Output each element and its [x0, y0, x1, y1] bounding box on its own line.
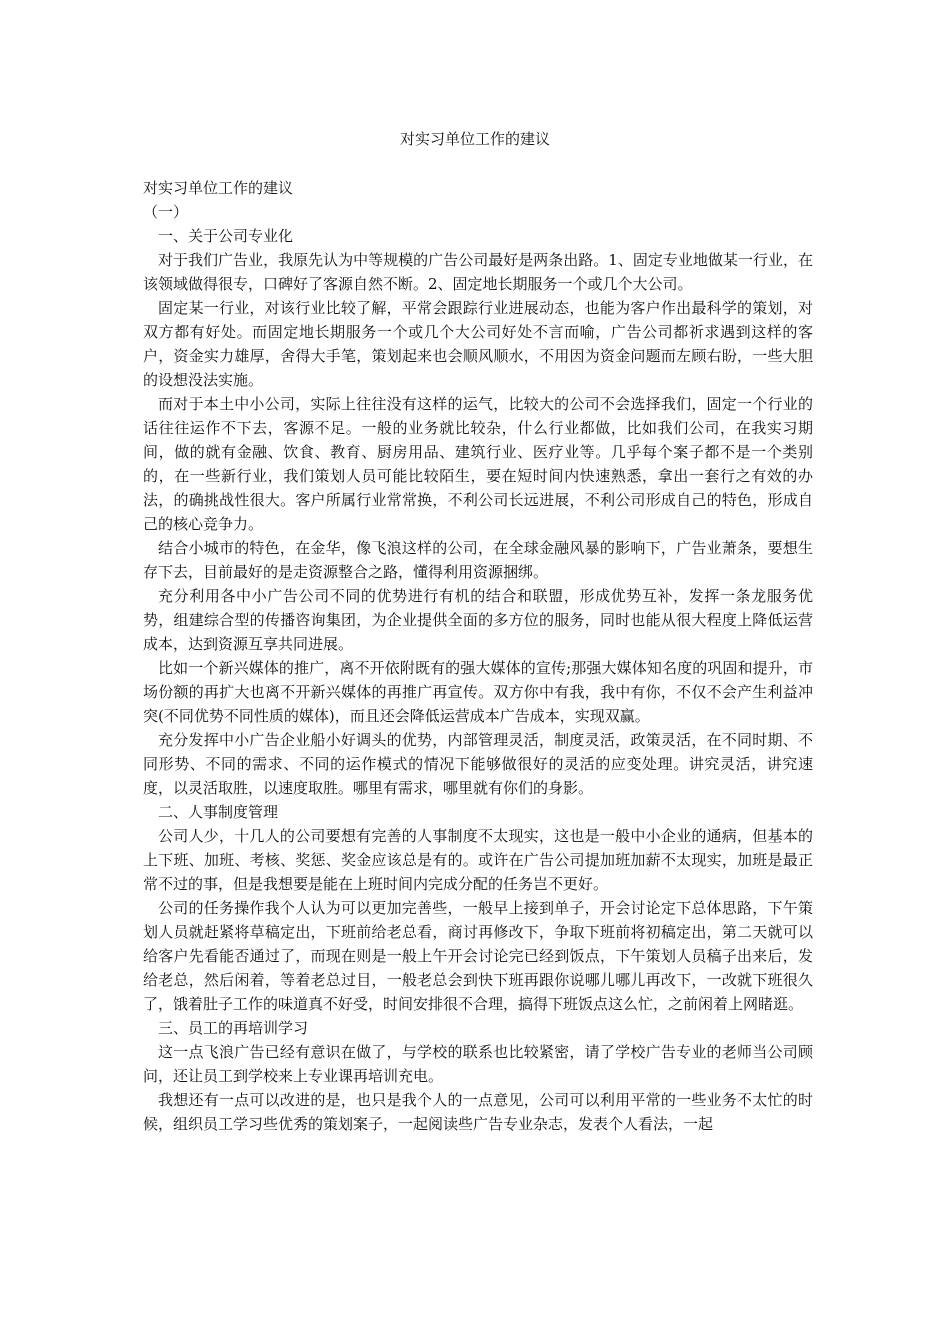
paragraph: 充分利用各中小广告公司不同的优势进行有机的结合和联盟，形成优势互补，发挥一条龙服务优势，组建综合型的传播咨询集团，为企业提供全面的多方位的服务，同时也能从很大程度上降低运营成本，达到资源互享共同进展。 — [143, 587, 813, 653]
section-subtitle: 对实习单位工作的建议 — [143, 179, 294, 197]
document-body — [143, 176, 813, 1136]
section-heading: 三、员工的再培训学习 — [158, 1019, 309, 1037]
paragraph: 结合小城市的特色，在金华，像飞浪这样的公司，在全球金融风暴的影响下，广告业萧条，要想生存下去，目前最好的是走资源整合之路，懂得利用资源捆绑。 — [143, 539, 813, 581]
section-heading: 一、关于公司专业化 — [158, 227, 294, 245]
paragraph: 公司的任务操作我个人认为可以更加完善些，一般早上接到单子，开会讨论定下总体思路，下午策划人员就赶紧将草稿定出，下班前给老总看，商讨再修改下，争取下班前将初稿定出，第二天就可以给客户先看能否通过了，而现在则是一般上午开会讨论完已经到饭点，下午策划人员稿子出来后，发给老总，然后闲着，等着老总过目，一般老总会到快下班再跟你说哪儿哪儿再改下，一改就下班很久了，饿着肚子工作的味道真不好受，时间安排很不合理，搞得下班饭点这么忙，之前闲着上网睹逛。 — [143, 899, 813, 1013]
paragraph: 这一点飞浪广告已经有意识在做了，与学校的联系也比较紧密，请了学校广告专业的老师当公司顾问，还让员工到学校来上专业课再培训充电。 — [143, 1043, 813, 1085]
document-title: 对实习单位工作的建议 — [399, 130, 550, 148]
paragraph: 对于我们广告业，我原先认为中等规模的广告公司最好是两条出路。1、固定专业地做某一行业，在该领域做得很专，口碑好了客源自然不断。2、固定地长期服务一个或几个大公司。 — [143, 251, 813, 293]
part-marker: （一） — [143, 203, 189, 221]
paragraph: 比如一个新兴媒体的推广，离不开依附既有的强大媒体的宣传;那强大媒体知名度的巩固和提升，市场份额的再扩大也离不开新兴媒体的再推广再宣传。双方你中有我，我中有你，不仅不会产生利益冲突(不同优势不同性质的媒体)，而且还会降低运营成本广告成本，实现双赢。 — [143, 659, 813, 725]
content-blocks — [143, 224, 813, 1136]
paragraph: 我想还有一点可以改进的是，也只是我个人的一点意见，公司可以利用平常的一些业务不太忙的时候，组织员工学习些优秀的策划案子，一起阅读些广告专业杂志，发表个人看法，一起 — [143, 1091, 813, 1133]
paragraph: 公司人少，十几人的公司要想有完善的人事制度不太现实，这也是一般中小企业的通病，但基本的上下班、加班、考核、奖惩、奖金应该总是有的。或许在广告公司提加班加薪不太现实，加班是最正常不过的事，但是我想要是能在上班时间内完成分配的任务岂不更好。 — [143, 827, 813, 893]
paragraph: 充分发挥中小广告企业船小好调头的优势，内部管理灵活，制度灵活，政策灵活，在不同时期、不同形势、不同的需求、不同的运作模式的情况下能够做很好的灵活的应变处理。讲究灵活，讲究速度，以灵活取胜，以速度取胜。哪里有需求，哪里就有你们的身影。 — [143, 731, 813, 797]
paragraph: 固定某一行业，对该行业比较了解，平常会跟踪行业进展动态，也能为客户作出最科学的策划，对双方都有好处。而固定地长期服务一个或几个大公司好处不言而喻，广告公司都祈求遇到这样的客户，资金实力雄厚，舍得大手笔，策划起来也会顺风顺水，不用因为资金问题而左顾右盼，一些大胆的设想没法实施。 — [143, 299, 813, 389]
paragraph: 而对于本土中小公司，实际上往往没有这样的运气，比较大的公司不会选择我们，固定一个行业的话往往运作不下去，客源不足。一般的业务就比较杂，什么行业都做，比如我们公司，在我实习期间，做的就有金融、饮食、教育、厨房用品、建筑行业、医疗业等。几乎每个案子都不是一个类别的，在一些新行业，我们策划人员可能比较陌生，要在短时间内快速熟悉，拿出一套行之有效的办法，的确挑战性很大。客户所属行业常常换，不利公司长远进展，不利公司形成自己的特色，形成自己的核心竞争力。 — [143, 395, 813, 533]
section-heading: 二、人事制度管理 — [158, 803, 279, 821]
